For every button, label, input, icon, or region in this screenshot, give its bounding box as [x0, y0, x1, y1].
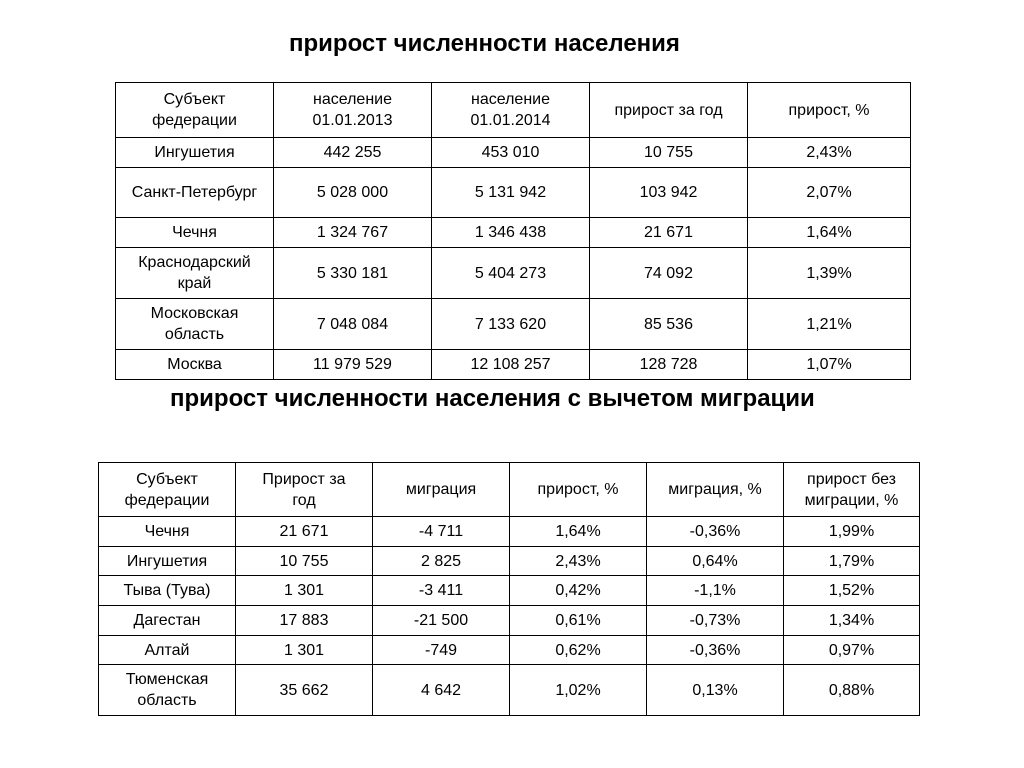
cell-growth: 21 671	[590, 218, 748, 248]
cell-growth-percent: 1,07%	[748, 350, 911, 380]
cell-migration: 4 642	[373, 665, 510, 716]
cell-region: Ингушетия	[116, 138, 274, 168]
table-header-row	[99, 463, 920, 517]
cell-growth-percent: 2,07%	[748, 168, 911, 218]
header-population-2013: население 01.01.2013	[274, 83, 432, 138]
cell-region: Санкт-Петербург	[116, 168, 274, 218]
table-row	[116, 218, 911, 248]
cell-population-2014: 7 133 620	[432, 299, 590, 350]
cell-growth-percent: 1,02%	[510, 665, 647, 716]
cell-growth-percent: 0,62%	[510, 636, 647, 665]
cell-growth: 1 301	[236, 636, 373, 665]
cell-region: Краснодарский край	[116, 248, 274, 299]
cell-migration: -749	[373, 636, 510, 665]
cell-region: Чечня	[116, 218, 274, 248]
header-growth-per-year: Прирост за год	[236, 463, 373, 517]
population-growth-table	[115, 82, 911, 380]
table-row	[99, 665, 920, 716]
cell-growth: 74 092	[590, 248, 748, 299]
table-row	[116, 138, 911, 168]
cell-growth-without-migration: 1,34%	[784, 606, 920, 636]
cell-population-2014: 1 346 438	[432, 218, 590, 248]
table-row	[116, 168, 911, 218]
cell-population-2014: 453 010	[432, 138, 590, 168]
cell-growth-percent: 1,64%	[510, 517, 647, 547]
cell-population-2013: 1 324 767	[274, 218, 432, 248]
cell-migration-percent: -0,73%	[647, 606, 784, 636]
cell-growth-without-migration: 0,97%	[784, 636, 920, 665]
cell-growth-without-migration: 1,99%	[784, 517, 920, 547]
header-migration: миграция	[373, 463, 510, 517]
cell-growth-without-migration: 1,52%	[784, 576, 920, 606]
cell-population-2014: 12 108 257	[432, 350, 590, 380]
cell-growth: 35 662	[236, 665, 373, 716]
cell-growth-percent: 1,64%	[748, 218, 911, 248]
table-row	[116, 248, 911, 299]
cell-growth: 1 301	[236, 576, 373, 606]
cell-growth: 10 755	[236, 547, 373, 576]
table-row	[99, 576, 920, 606]
cell-growth: 21 671	[236, 517, 373, 547]
header-growth-per-year: прирост за год	[590, 83, 748, 138]
cell-growth-without-migration: 1,79%	[784, 547, 920, 576]
cell-growth-percent: 2,43%	[510, 547, 647, 576]
table1-title: прирост численности населения	[289, 30, 680, 57]
table-row	[99, 636, 920, 665]
cell-migration-percent: -0,36%	[647, 636, 784, 665]
cell-growth-percent: 0,61%	[510, 606, 647, 636]
header-growth-without-migration: прирост без миграции, %	[784, 463, 920, 517]
cell-population-2013: 5 330 181	[274, 248, 432, 299]
cell-population-2013: 5 028 000	[274, 168, 432, 218]
header-growth-percent: прирост, %	[748, 83, 911, 138]
cell-growth: 85 536	[590, 299, 748, 350]
cell-region: Москва	[116, 350, 274, 380]
header-migration-percent: миграция, %	[647, 463, 784, 517]
cell-migration: -21 500	[373, 606, 510, 636]
cell-migration: 2 825	[373, 547, 510, 576]
table-row	[99, 606, 920, 636]
cell-region: Московская область	[116, 299, 274, 350]
cell-growth: 10 755	[590, 138, 748, 168]
header-population-2014: население 01.01.2014	[432, 83, 590, 138]
table-row	[116, 299, 911, 350]
cell-migration-percent: -1,1%	[647, 576, 784, 606]
natural-growth-table	[98, 462, 920, 716]
header-region: Субъект федерации	[99, 463, 236, 517]
cell-population-2013: 442 255	[274, 138, 432, 168]
cell-migration-percent: 0,64%	[647, 547, 784, 576]
header-region: Субъект федерации	[116, 83, 274, 138]
cell-region: Дагестан	[99, 606, 236, 636]
cell-population-2013: 11 979 529	[274, 350, 432, 380]
cell-growth: 128 728	[590, 350, 748, 380]
cell-migration: -4 711	[373, 517, 510, 547]
cell-growth-percent: 1,21%	[748, 299, 911, 350]
table-row	[99, 547, 920, 576]
cell-population-2014: 5 404 273	[432, 248, 590, 299]
table-row	[99, 517, 920, 547]
table-header-row	[116, 83, 911, 138]
cell-region: Алтай	[99, 636, 236, 665]
cell-growth-percent: 1,39%	[748, 248, 911, 299]
table-row	[116, 350, 911, 380]
cell-region: Чечня	[99, 517, 236, 547]
cell-population-2013: 7 048 084	[274, 299, 432, 350]
cell-region: Ингушетия	[99, 547, 236, 576]
cell-growth-percent: 2,43%	[748, 138, 911, 168]
cell-growth-percent: 0,42%	[510, 576, 647, 606]
cell-migration-percent: -0,36%	[647, 517, 784, 547]
cell-migration: -3 411	[373, 576, 510, 606]
cell-migration-percent: 0,13%	[647, 665, 784, 716]
cell-region: Тюменская область	[99, 665, 236, 716]
cell-population-2014: 5 131 942	[432, 168, 590, 218]
header-growth-percent: прирост, %	[510, 463, 647, 517]
cell-region: Тыва (Тува)	[99, 576, 236, 606]
cell-growth-without-migration: 0,88%	[784, 665, 920, 716]
cell-growth: 17 883	[236, 606, 373, 636]
table2-title: прирост численности населения с вычетом миграции	[170, 385, 815, 412]
cell-growth: 103 942	[590, 168, 748, 218]
